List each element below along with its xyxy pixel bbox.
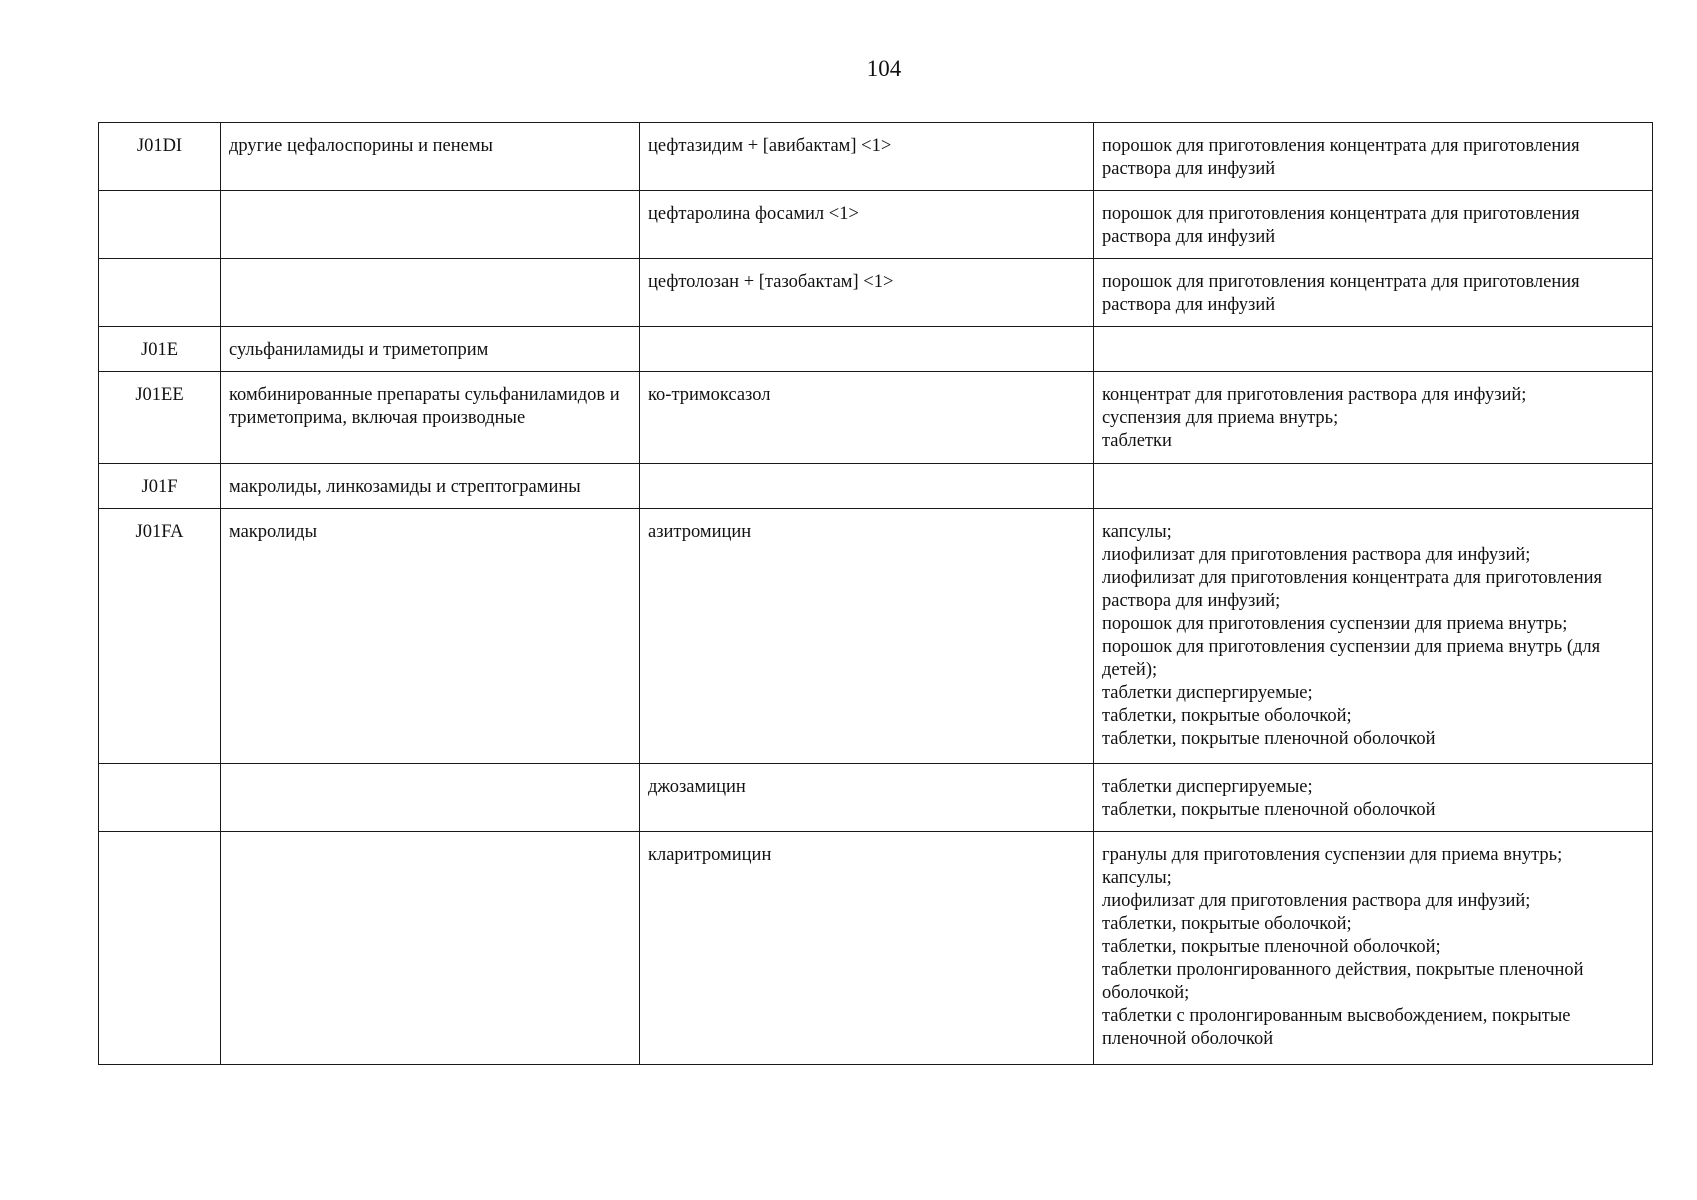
- dosage-form-item: таблетки с пролонгированным высвобождением, покрытые пленочной оболочкой: [1102, 1006, 1571, 1049]
- drug-name-cell: ко-тримоксазол: [640, 372, 1094, 464]
- table-body: [99, 123, 1653, 1065]
- drug-name-cell: [640, 464, 1094, 509]
- table-row: [99, 123, 1653, 191]
- table-row: [99, 464, 1653, 509]
- dosage-form-item: лиофилизат для приготовления раствора для инфузий;: [1102, 545, 1531, 565]
- anatomical-group-cell: [221, 764, 640, 832]
- table-row: [99, 327, 1653, 372]
- atc-code-cell: J01EE: [99, 372, 221, 464]
- drug-name-cell: цефтаролина фосамил <1>: [640, 191, 1094, 259]
- dosage-form-item: таблетки диспергируемые;: [1102, 777, 1313, 797]
- anatomical-group-cell: сульфаниламиды и триметоприм: [221, 327, 640, 372]
- dosage-form-item: таблетки, покрытые пленочной оболочкой: [1102, 800, 1436, 820]
- atc-code-cell: J01F: [99, 464, 221, 509]
- dosage-forms-cell: [1094, 832, 1653, 1065]
- drug-name-cell: [640, 327, 1094, 372]
- dosage-form-item: таблетки пролонгированного действия, покрытые пленочной оболочкой;: [1102, 960, 1584, 1003]
- dosage-form-item: порошок для приготовления концентрата для приготовления раствора для инфузий: [1102, 204, 1580, 247]
- dosage-form-item: таблетки, покрытые оболочкой;: [1102, 706, 1352, 726]
- atc-code-cell: J01E: [99, 327, 221, 372]
- dosage-forms-cell: [1094, 509, 1653, 764]
- medication-table: [98, 122, 1653, 1065]
- dosage-form-item: лиофилизат для приготовления раствора для инфузий;: [1102, 891, 1531, 911]
- anatomical-group-cell: макролиды: [221, 509, 640, 764]
- drug-name-cell: кларитромицин: [640, 832, 1094, 1065]
- dosage-form-item: порошок для приготовления концентрата для приготовления раствора для инфузий: [1102, 136, 1580, 179]
- dosage-forms-cell: [1094, 464, 1653, 509]
- dosage-form-item: капсулы;: [1102, 868, 1172, 888]
- atc-code-cell: [99, 191, 221, 259]
- table-row: [99, 372, 1653, 464]
- dosage-form-item: таблетки, покрытые оболочкой;: [1102, 914, 1352, 934]
- atc-code-cell: [99, 832, 221, 1065]
- table-row: [99, 832, 1653, 1065]
- atc-code-cell: J01DI: [99, 123, 221, 191]
- atc-code-cell: J01FA: [99, 509, 221, 764]
- dosage-form-item: порошок для приготовления суспензии для приема внутрь (для детей);: [1102, 637, 1601, 680]
- dosage-form-item: капсулы;: [1102, 522, 1172, 542]
- table-row: [99, 509, 1653, 764]
- dosage-form-item: концентрат для приготовления раствора для инфузий;: [1102, 385, 1527, 405]
- drug-name-cell: джозамицин: [640, 764, 1094, 832]
- dosage-form-item: таблетки диспергируемые;: [1102, 683, 1313, 703]
- atc-code-cell: [99, 259, 221, 327]
- drug-name-cell: цефтолозан + [тазобактам] <1>: [640, 259, 1094, 327]
- dosage-form-item: гранулы для приготовления суспензии для приема внутрь;: [1102, 845, 1563, 865]
- anatomical-group-cell: другие цефалоспорины и пенемы: [221, 123, 640, 191]
- anatomical-group-cell: [221, 259, 640, 327]
- anatomical-group-cell: комбинированные препараты сульфаниламидов и триметоприма, включая производные: [221, 372, 640, 464]
- anatomical-group-cell: [221, 191, 640, 259]
- dosage-forms-cell: [1094, 123, 1653, 191]
- dosage-forms-cell: [1094, 191, 1653, 259]
- dosage-form-item: лиофилизат для приготовления концентрата для приготовления раствора для инфузий;: [1102, 568, 1603, 611]
- dosage-form-item: таблетки, покрытые пленочной оболочкой;: [1102, 937, 1441, 957]
- page-number: 104: [866, 56, 902, 81]
- table-row: [99, 191, 1653, 259]
- anatomical-group-cell: [221, 832, 640, 1065]
- drug-name-cell: цефтазидим + [авибактам] <1>: [640, 123, 1094, 191]
- dosage-forms-cell: [1094, 327, 1653, 372]
- dosage-forms-cell: [1094, 372, 1653, 464]
- table-row: [99, 259, 1653, 327]
- anatomical-group-cell: макролиды, линкозамиды и стрептограмины: [221, 464, 640, 509]
- dosage-form-item: порошок для приготовления концентрата для приготовления раствора для инфузий: [1102, 272, 1580, 315]
- atc-code-cell: [99, 764, 221, 832]
- drug-name-cell: азитромицин: [640, 509, 1094, 764]
- dosage-form-item: таблетки, покрытые пленочной оболочкой: [1102, 729, 1436, 749]
- dosage-forms-cell: [1094, 764, 1653, 832]
- table-row: [99, 764, 1653, 832]
- dosage-forms-cell: [1094, 259, 1653, 327]
- dosage-form-item: порошок для приготовления суспензии для приема внутрь;: [1102, 614, 1568, 634]
- dosage-form-item: суспензия для приема внутрь;: [1102, 408, 1339, 428]
- dosage-form-item: таблетки: [1102, 431, 1172, 451]
